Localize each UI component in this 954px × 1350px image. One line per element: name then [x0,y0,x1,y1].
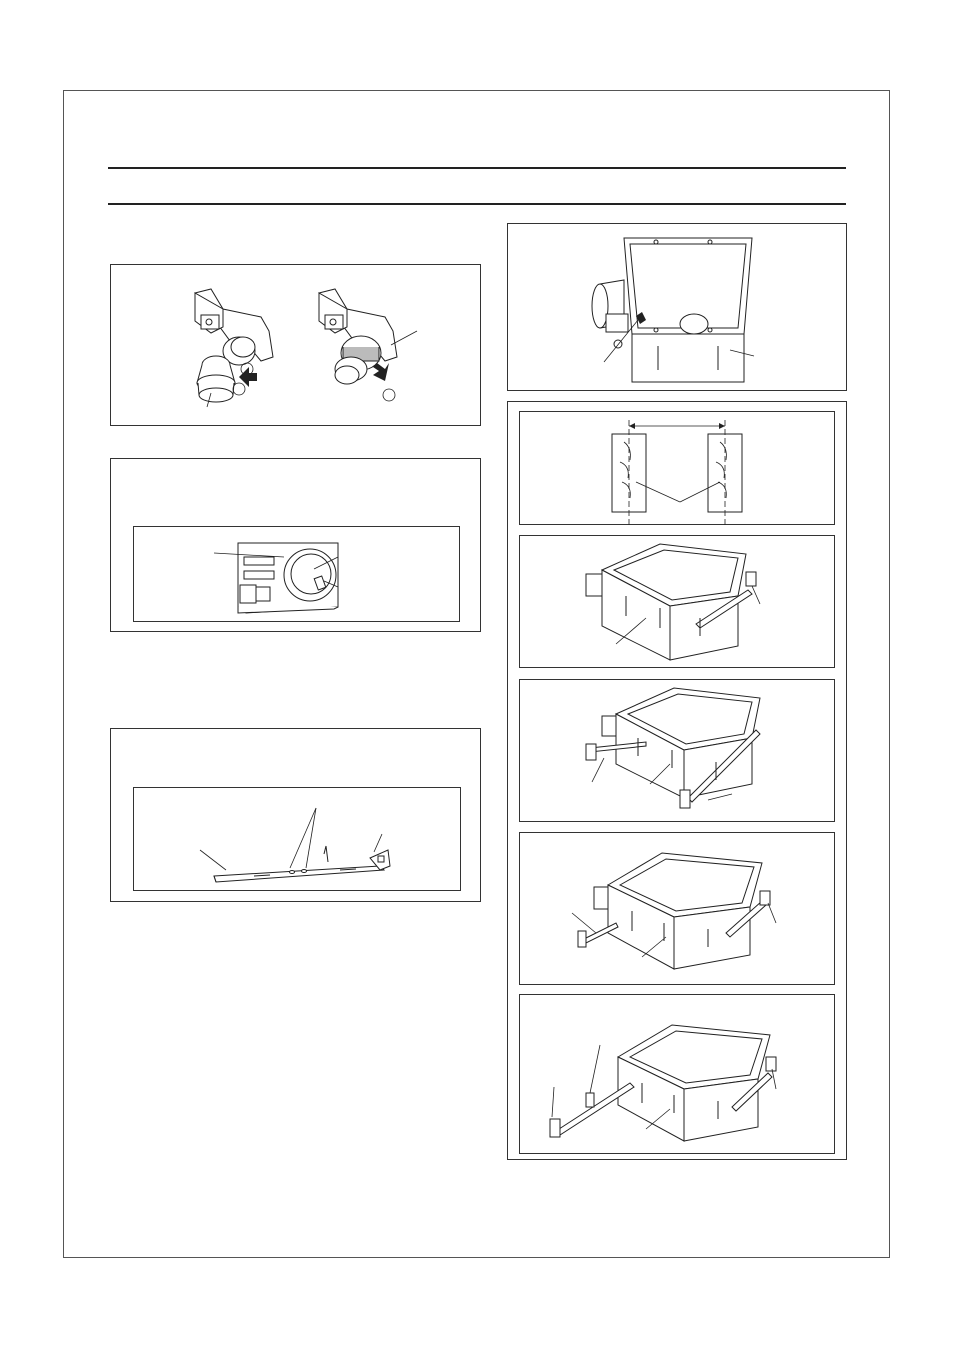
housing-bar-left-icon [520,833,836,986]
install-step-1-panel [519,535,835,668]
install-step-4-panel [519,994,835,1154]
bracket-inset [133,787,461,891]
header-bottom-rule [108,203,846,205]
header-title [108,172,846,198]
damper-closeup-icon [134,527,461,623]
bar-spacing-diagram-icon [520,412,836,526]
figure-bracket [110,728,481,902]
housing-with-duct-icon [508,224,848,392]
header-top-rule [108,167,846,169]
install-step-2-panel [519,679,835,822]
hanger-bar-icon [134,788,462,892]
figure-housing-duct [507,223,847,391]
damper-inset [133,526,460,622]
figure-damper [110,458,481,632]
housing-bars-extended-icon [520,680,836,823]
install-step-3-panel [519,832,835,985]
duct-adapter-assembly-icon [111,265,482,427]
figure-installation-group [507,401,847,1160]
spacing-diagram-panel [519,411,835,525]
figure-duct-adapter [110,264,481,426]
housing-bars-retracted-icon [520,536,836,669]
housing-bar-far-left-icon [520,995,836,1155]
